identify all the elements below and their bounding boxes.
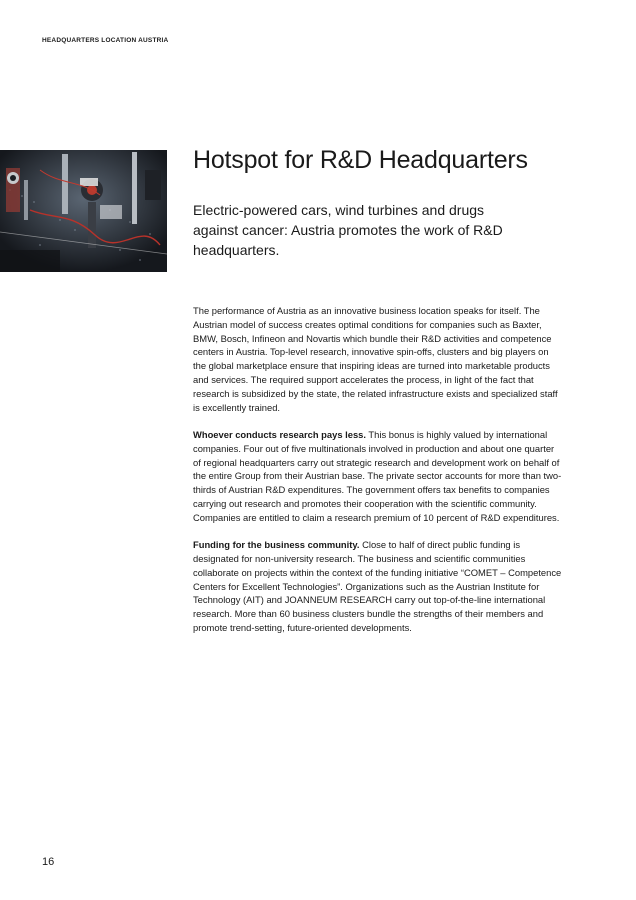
lab-photo xyxy=(0,150,167,272)
article-lead: Electric-powered cars, wind turbines and drugs against cancer: Austria promotes the work of R&D headquarters. xyxy=(193,202,503,258)
paragraph-text: This bonus is highly valued by international companies. Four out of five multinationals involved in production and about one quarter of regional headquarters carry out strategic research and development work on behalf of the entire Group from their Austrian base. The private sector accounts for more than two-thirds of Austrian R&D expenditures. The government offers tax benefits to companies carrying out research and promotes their cooperation with the scientific community. Companies are entitled to claim a research premium of 10 percent of R&D expenditures. xyxy=(193,428,562,523)
paragraph-text: Close to half of direct public funding is designated for non-university research. The business and scientific communities collaborate on projects within the context of the funding initiative “COMET – Competence Centers for Excellent Technologies”. Organizations such as the Austrian Institute for Technology (AIT) and JOANNEUM RESEARCH carry out top-of-the-line international research. More than 60 business clusters bundle the strengths of their members and promote trend-setting, future-oriented developments. xyxy=(193,539,562,633)
paragraph-lead-in: Funding for the business community. xyxy=(193,539,360,551)
article-title: Hotspot for R&D Headquarters xyxy=(193,146,528,174)
body-paragraph xyxy=(193,304,563,414)
page-number: 16 xyxy=(42,856,55,868)
paragraph-text: The performance of Austria as an innovative business location speaks for itself. The Austrian model of success creates optimal conditions for companies such as Baxter, BMW, Bosch, Infineon and Novartis which bundle their R&D activities and competence centers in Austria. Top-level research, innovative spin-offs, clusters and big players on the global marketplace ensure that inspiring ideas are turned into marketable products and services. The required support accelerates the process, in light of the fact that research is subsidized by the state, the related infrastructure exists and specialized staff is excellently trained. xyxy=(193,305,558,413)
body-paragraph xyxy=(193,428,563,525)
body-paragraph xyxy=(193,538,563,635)
section-label: HEADQUARTERS LOCATION AUSTRIA xyxy=(42,37,169,44)
paragraph-lead-in: Whoever conducts research pays less. xyxy=(193,428,366,440)
article-body xyxy=(193,304,563,648)
